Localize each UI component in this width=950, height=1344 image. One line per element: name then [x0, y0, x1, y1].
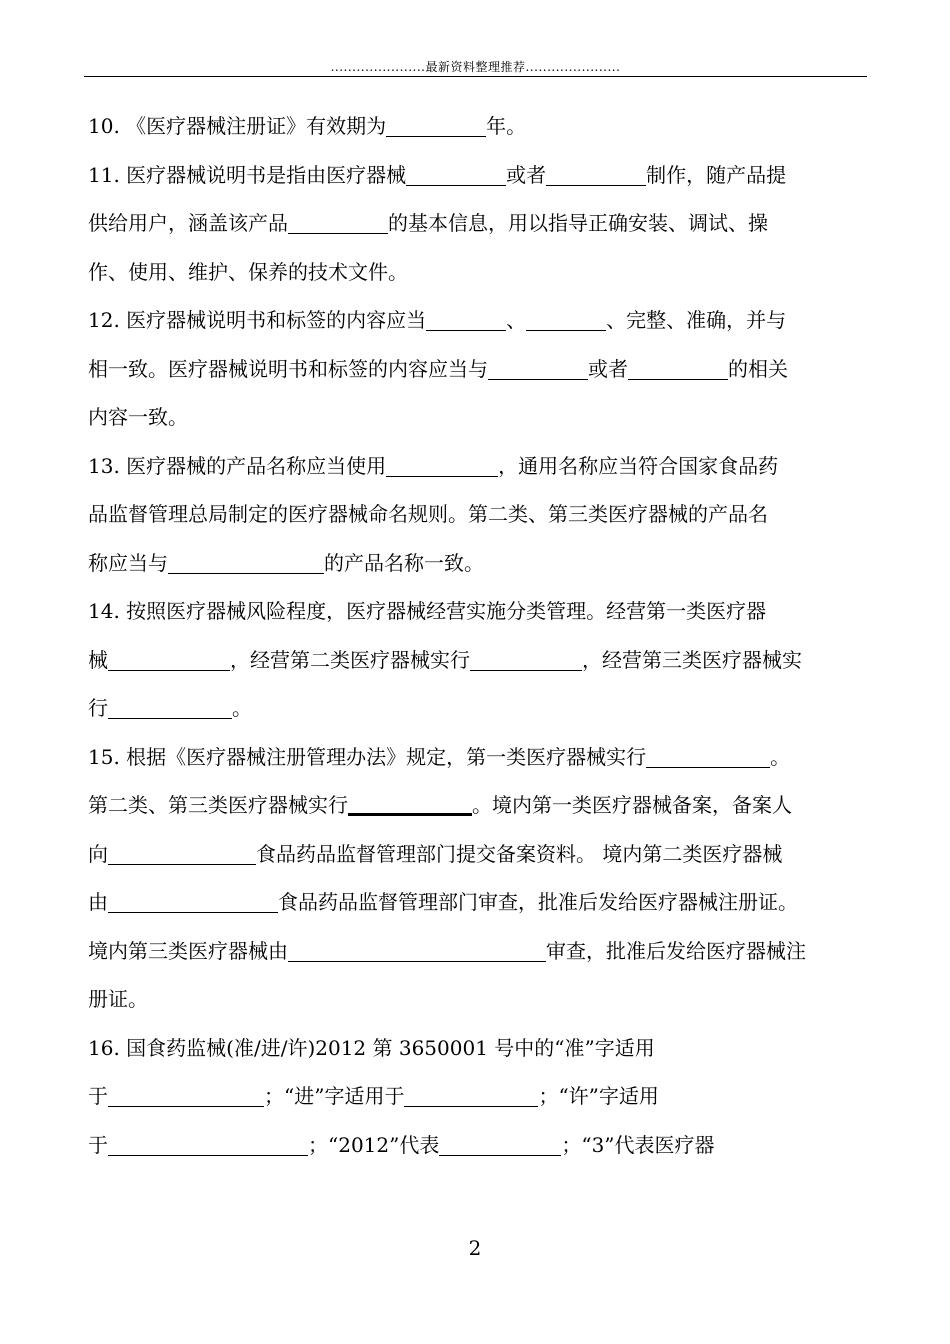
text-line [88, 878, 860, 927]
document-body [88, 102, 860, 1169]
text-segment: 行 [88, 696, 108, 720]
text-line [88, 442, 860, 491]
text-segment: 称应当与 [88, 550, 168, 575]
text-segment: ，通用名称应当符合国家食品药 [498, 453, 779, 478]
text-line [88, 684, 860, 733]
text-segment: 作、使用、维护、保养的技术文件。 [88, 259, 408, 284]
text-segment: ；“3”代表医疗器 [561, 1132, 715, 1157]
text-segment: 的基本信息，用以指导正确安装、调试、操 [388, 211, 768, 235]
fill-blank[interactable] [348, 793, 472, 816]
text-line [88, 975, 860, 1024]
text-segment: 或者 [588, 356, 628, 381]
text-segment: 或者 [506, 162, 547, 187]
text-segment: ；“许”字适用 [538, 1084, 659, 1108]
fill-blank[interactable] [470, 650, 582, 671]
text-segment: 制作，随产品提 [646, 162, 787, 187]
text-line [88, 1121, 860, 1170]
text-line [88, 490, 860, 539]
text-segment: 于 [88, 1084, 108, 1108]
text-line [88, 393, 860, 442]
text-segment: 10. 《医疗器械注册证》有效期为 [88, 114, 387, 138]
text-segment: 年。 [486, 114, 527, 138]
fill-blank[interactable] [108, 892, 278, 913]
text-segment: ，经营第三类医疗器械实 [582, 647, 802, 672]
fill-blank[interactable] [526, 310, 606, 331]
fill-blank[interactable] [488, 359, 588, 380]
text-segment: 相一致。医疗器械说明书和标签的内容应当与 [88, 356, 488, 381]
text-segment: 的产品名称一致。 [324, 550, 484, 575]
text-segment: 于 [88, 1132, 108, 1157]
text-segment: 。 [770, 744, 791, 769]
fill-blank[interactable] [168, 553, 324, 574]
text-line [88, 248, 860, 297]
text-segment: 由 [88, 890, 108, 914]
header-rule [84, 76, 867, 77]
text-segment: 审查，批准后发给医疗器械注 [546, 938, 806, 963]
text-segment: 册证。 [88, 987, 148, 1011]
text-segment: 11. 医疗器械说明书是指由医疗器械 [88, 162, 407, 187]
text-segment: 的相关 [728, 356, 788, 381]
text-line [88, 296, 860, 345]
text-line [88, 345, 860, 394]
fill-blank[interactable] [108, 844, 256, 865]
text-segment: 15. 根据《医疗器械注册管理办法》规定，第一类医疗器械实行 [88, 744, 647, 769]
text-line [88, 733, 860, 782]
text-segment: ；“进”字适用于 [264, 1084, 405, 1108]
text-segment: 械 [88, 647, 108, 672]
text-segment: 食品药品监督管理部门提交备案资料。 境内第二类医疗器械 [256, 841, 783, 866]
text-segment: 16. 国食药监械(准/进/许)2012 第 3650001 号中的“准”字适用 [88, 1035, 655, 1060]
fill-blank[interactable] [288, 213, 388, 234]
fill-blank[interactable] [288, 941, 546, 962]
fill-blank[interactable] [426, 310, 506, 331]
text-segment: 、完整、准确，并与 [606, 308, 787, 332]
fill-blank[interactable] [108, 1135, 308, 1156]
text-line [88, 102, 860, 151]
page-number: 2 [468, 1236, 482, 1260]
fill-blank[interactable] [439, 1135, 561, 1156]
text-segment: 内容一致。 [88, 405, 188, 429]
text-line [88, 199, 860, 248]
text-line [88, 781, 860, 830]
fill-blank[interactable] [404, 1086, 538, 1107]
text-segment: 品监督管理总局制定的医疗器械命名规则。第二类、第三类医疗器械的产品名 [88, 502, 768, 526]
fill-blank[interactable] [108, 1086, 264, 1107]
text-line [88, 927, 860, 976]
text-line [88, 1024, 860, 1073]
text-segment: 供给用户，涵盖该产品 [88, 211, 288, 235]
text-line [88, 636, 860, 685]
fill-blank[interactable] [108, 650, 230, 671]
fill-blank[interactable] [646, 747, 770, 768]
text-line [88, 830, 860, 879]
text-segment: 14. 按照医疗器械风险程度，医疗器械经营实施分类管理。经营第一类医疗器 [88, 599, 767, 623]
text-segment: 。 [232, 696, 252, 720]
fill-blank[interactable] [546, 165, 646, 186]
text-segment: 第二类、第三类医疗器械实行 [88, 793, 348, 817]
text-segment: 食品药品监督管理部门审查，批准后发给医疗器械注册证。 [278, 890, 798, 914]
text-line [88, 539, 860, 588]
page-header: ......................最新资料整理推荐...................... [330, 60, 621, 74]
fill-blank[interactable] [406, 165, 506, 186]
text-segment: 。境内第一类医疗器械备案，备案人 [472, 793, 792, 817]
fill-blank[interactable] [386, 456, 498, 477]
text-line [88, 587, 860, 636]
text-segment: ；“2012”代表 [308, 1132, 440, 1157]
text-segment: 12. 医疗器械说明书和标签的内容应当 [88, 308, 427, 332]
text-line [88, 151, 860, 200]
fill-blank[interactable] [628, 359, 728, 380]
text-segment: ，经营第二类医疗器械实行 [230, 647, 470, 672]
fill-blank[interactable] [108, 698, 232, 719]
text-segment: 13. 医疗器械的产品名称应当使用 [88, 453, 387, 478]
text-segment: 向 [88, 841, 108, 866]
fill-blank[interactable] [386, 116, 486, 137]
text-segment: 境内第三类医疗器械由 [88, 938, 288, 963]
text-line [88, 1072, 860, 1121]
text-segment: 、 [506, 308, 527, 332]
